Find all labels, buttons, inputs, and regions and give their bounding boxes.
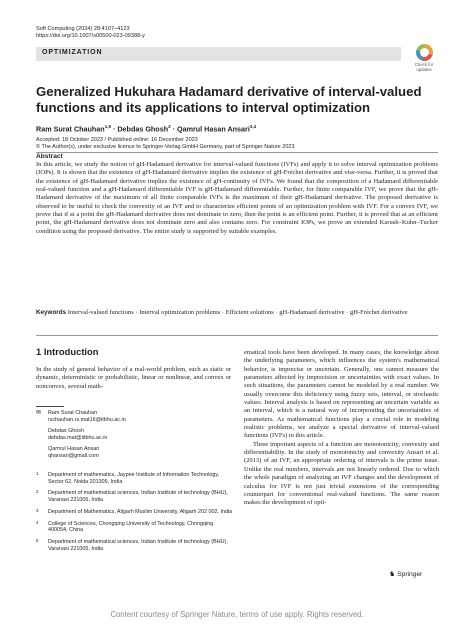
- publisher-name: Springer: [397, 571, 423, 578]
- divider: [36, 335, 438, 336]
- copyright-line: © The Author(s), under exclusive licence to Springer-Verlag GmbH Germany, part of Springer Nature 2023: [36, 144, 295, 150]
- contact-name: Debdas Ghosh: [48, 427, 84, 434]
- contact-email[interactable]: qhansari@gmail.com: [48, 452, 99, 459]
- affiliation-item: [36, 472, 233, 485]
- contact-email[interactable]: debdas.mat@iitbhu.ac.in: [48, 434, 108, 441]
- check-for-updates-badge[interactable]: [408, 44, 440, 72]
- publisher-logo: [389, 570, 422, 578]
- affiliation-item: [36, 509, 233, 516]
- keywords: [36, 309, 438, 317]
- divider: [36, 152, 438, 153]
- footnote-rule: [36, 406, 64, 407]
- author-affil-ref: 2: [168, 124, 171, 129]
- section-label: OPTIMIZATION: [42, 49, 103, 56]
- affiliation-number: 3: [36, 507, 39, 513]
- abstract-body: In this article, we study the notion of gH-Hadamard derivative for interval-valued functions (IVFs) and apply it to solve interval optimization problems (IOPs). It is shown that the existence of gH-Hadamard derivative implies the existence of gH-Fréchet derivative and vise-versa. Further, it is proved that the existence of gH-Hadamard derivative implies the existence of gH-continuity of IVFs. We found that the composition of a Hadamard differentiable real-valued function and a gH-Hadamard differentiable IVF is gH-Hadamard differentiable. Further, for finite comparable IVF, we prove that the gH-Hadamard derivative of the maximum of all finite comparable IVFs is the maximum of their gH-Hadamard derivative. The proposed derivative is observed to be useful to check the convexity of an IVF and to characterize efficient points of an optimization problem with IVF. For a convex IVF, we prove that if at a point the gH-Hadamard derivative does not dominate to zero, then the point is an efficient point. Further, it is proved that at an efficient point, the gH-Hadamard derivative does not dominate zero and also contains zero. For constraint IOPs, we prove an extended Karush–Kuhn–Tucker condition using the proposed derivative. The entire study is supported by suitable examples.: [36, 161, 438, 235]
- author-name[interactable]: Debdas Ghosh: [117, 124, 169, 134]
- contact-list: [48, 410, 233, 459]
- affiliation-number: 2: [36, 489, 39, 495]
- check-for-updates-label: Check for updates: [414, 62, 434, 72]
- affiliation-item: [36, 521, 233, 534]
- author-name[interactable]: Qamrul Hasan Ansari: [177, 124, 250, 134]
- affiliation-item: [36, 539, 233, 552]
- check-for-updates-icon: [416, 44, 433, 61]
- dates-line: Accepted: 18 October 2023 / Published online: 16 December 2023: [36, 137, 198, 143]
- affiliation-text: Department of mathematical sciences, Indian Institute of technology (BHU), Varanasi 221005, India: [48, 538, 228, 552]
- keywords-text: Interval-valued functions · Interval optimization problems · Efficient solutions · gH-Hadamard derivative · gH-Fréchet derivative: [67, 309, 408, 316]
- springer-horse-icon: ♞: [389, 571, 396, 578]
- intro-right-column: [244, 349, 439, 508]
- contact-name: Ram Surat Chauhan: [48, 410, 98, 416]
- section-heading: 1 Introduction: [36, 346, 99, 357]
- intro-left-text: In the study of general behavior of a real-world problem, such as static or dynamic, deterministic or probabilistic, linear or nonlinear, and convex or nonconvex, several math-: [36, 366, 231, 390]
- abstract-heading: Abstract: [36, 153, 63, 160]
- doi-link[interactable]: https://doi.org/10.1007/s00500-023-09388-y: [36, 33, 145, 39]
- affiliation-text: Department of mathematics, Jaypee Institute of Information Technology, Sector 62, Noida 201309, India: [48, 472, 220, 485]
- affiliation-list: [36, 472, 233, 557]
- author-affil-ref: 1,5: [104, 124, 111, 129]
- affiliation-text: Department of mathematical sciences, Indian Institute of technology (BHU), Varanasi 221005, India: [48, 490, 228, 504]
- contact-email[interactable]: rschauhan.rs.mat16@itbhu.ac.in: [48, 416, 126, 423]
- journal-citation: Soft Computing (2024) 28:4107–4123: [36, 26, 130, 32]
- affiliation-number: 4: [36, 519, 39, 525]
- intro-paragraph: Three important aspects of a function are monotonicity, convexity and differentiability. In the study of monotonicity and convexity Ansari et al. (2013) of an IVF, an appropriate ordering of intervals is the prime issue. Unlike the real numbers, intervals are not linearly ordered. Due to which the whole paradigm of analyzing an IVF changes and the development of calculus for IVF is not just trivial extensions of the corresponding counterpart for conventional real-valued functions. The same reason makes the development of opti-: [244, 440, 439, 507]
- author-list: Ram Surat Chauhan$^{1,5}$ · Debdas Ghosh$^2$ · Qamrul Hasan Ansari$^{3,4}$: [36, 124, 257, 134]
- affiliation-text: Department of Mathematics, Aligarh Muslim University, Aligarh 202 002, India: [48, 508, 233, 515]
- author-affil-ref: 3,4: [249, 124, 257, 129]
- author-name[interactable]: Ram Surat Chauhan: [36, 124, 105, 134]
- footer-courtesy: Content courtesy of Springer Nature, terms of use apply. Rights reserved.: [110, 610, 364, 619]
- affiliation-item: [36, 490, 233, 503]
- article-title: Generalized Hukuhara Hadamard derivative of interval-valued functions and its applications to interval optimization: [36, 84, 422, 115]
- intro-paragraph: ematical tools have been developed. In many cases, the knowledge about the underlying parameters, which influences the system's mathematical behavior, is imprecise or uncertain. Generally, one cannot measure the parameters affected by imprecision or uncertainties with exact values. In such situations, the parameters cannot be modeled by a real number. We usually overcome this deficiency using fuzzy sets, interval, or stochastic values. Interval analysis is based on representing an uncertain variable as an interval, which is a natural way of incorporating the uncertainties of parameters. As mathematical functions play a crucial role in modeling realistic problems, we analyze a special derivative of interval-valued functions (IVFs) in this article.: [244, 349, 439, 440]
- envelope-icon: ✉: [36, 410, 42, 416]
- affiliation-number: 1: [36, 471, 39, 476]
- keywords-label: Keywords: [36, 309, 67, 316]
- affiliation-number: 5: [36, 537, 39, 543]
- section-band: [36, 47, 401, 61]
- contact-name: Qamrul Hasan Ansari: [48, 445, 100, 452]
- affiliation-text: College of Sciences, Chongqing University of Technology, Chongqing 400054, China: [48, 520, 214, 534]
